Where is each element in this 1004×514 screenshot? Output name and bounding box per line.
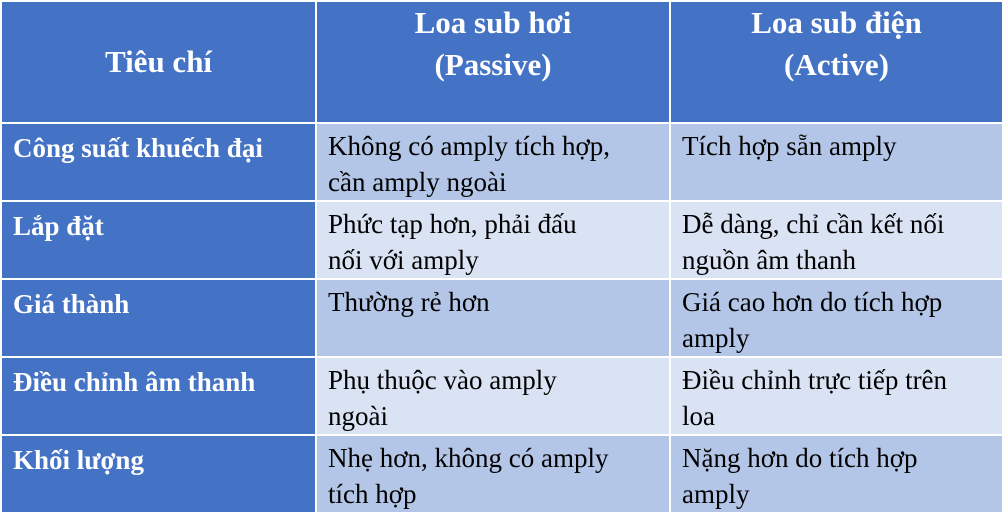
cell-line: tích hợp [328, 479, 417, 509]
header-active [670, 1, 1003, 123]
table-row [1, 279, 1003, 357]
cell-line: Tích hợp sẵn amply [682, 131, 897, 161]
cell-active [670, 279, 1003, 357]
cell-line: Nhẹ hơn, không có amply [328, 443, 609, 473]
cell-active [670, 123, 1003, 201]
table-row [1, 357, 1003, 435]
cell-line: Phụ thuộc vào amply [328, 365, 557, 395]
row-criterion: Lắp đặt [1, 201, 316, 279]
row-criterion: Giá thành [1, 279, 316, 357]
cell-active [670, 357, 1003, 435]
header-passive-line1: Loa sub hơi [414, 5, 572, 40]
cell-line: Giá cao hơn do tích hợp [682, 287, 943, 317]
cell-line: cần amply ngoài [328, 167, 507, 197]
cell-passive [316, 201, 670, 279]
cell-line: amply [682, 323, 750, 353]
cell-line: amply [682, 479, 750, 509]
row-criterion: Khối lượng [1, 435, 316, 513]
cell-active [670, 435, 1003, 513]
header-row [1, 1, 1003, 123]
cell-active [670, 201, 1003, 279]
header-criterion [1, 1, 316, 123]
table-row [1, 123, 1003, 201]
cell-line: Thường rẻ hơn [328, 287, 490, 317]
cell-line: loa [682, 401, 715, 431]
cell-line: Nặng hơn do tích hợp [682, 443, 918, 473]
cell-line: nguồn âm thanh [682, 245, 856, 275]
table-row [1, 435, 1003, 513]
cell-passive [316, 435, 670, 513]
cell-line: Điều chỉnh trực tiếp trên [682, 365, 948, 395]
cell-line: nối với amply [328, 245, 479, 275]
row-criterion: Điều chỉnh âm thanh [1, 357, 316, 435]
header-criterion-line1: Tiêu chí [104, 44, 213, 79]
cell-line: ngoài [328, 401, 388, 431]
cell-passive [316, 279, 670, 357]
table-row [1, 201, 1003, 279]
cell-line: Dễ dàng, chỉ cần kết nối [682, 209, 945, 239]
header-active-line1: Loa sub điện [751, 5, 922, 40]
row-criterion: Công suất khuếch đại [1, 123, 316, 201]
header-active-line2: (Active) [784, 47, 889, 82]
cell-passive [316, 123, 670, 201]
header-passive [316, 1, 670, 123]
header-passive-line2: (Passive) [434, 47, 552, 82]
cell-line: Phức tạp hơn, phải đấu [328, 209, 577, 239]
cell-line: Không có amply tích hợp, [328, 131, 610, 161]
cell-passive [316, 357, 670, 435]
